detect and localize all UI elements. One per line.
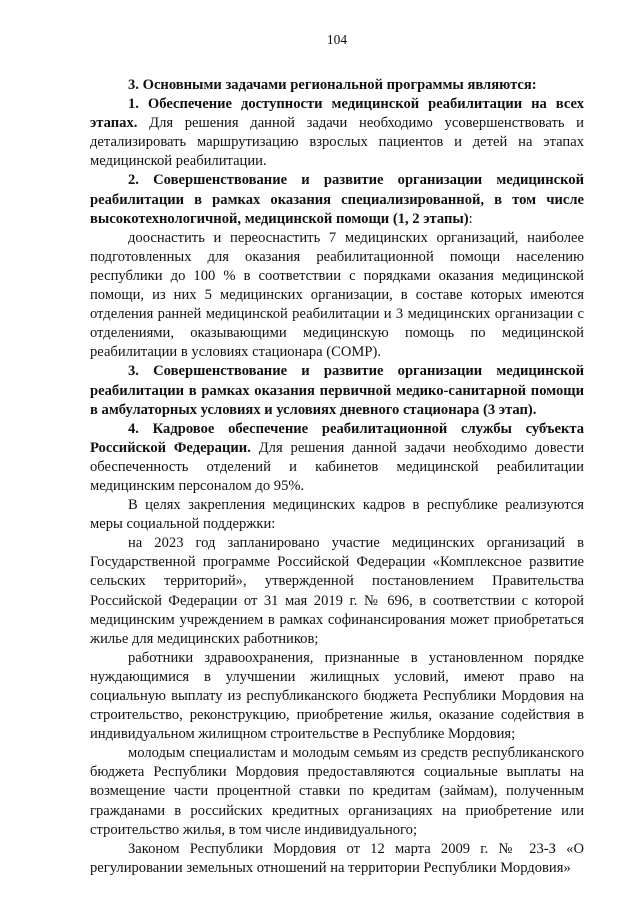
task-3-paragraph: 3. Совершенствование и развитие организации медицинской реабилитации в рамках оказания первичной медико-санитарной помощи в амбулаторных условиях и условиях дневного стационара (3 этап). (90, 363, 584, 418)
task-4-text: Для решения данной задачи необходимо довести обеспеченность отделений и кабинетов медицинской реабилитации медицинским персоналом до 95%. (90, 439, 585, 494)
tasks-heading: 3. Основными задачами региональной программы являются: (128, 77, 537, 93)
support-intro: В целях закрепления медицинских кадров в республике реализуются меры социальной поддержки: (90, 497, 584, 533)
document-body (90, 76, 584, 878)
support-item-3: молодым специалистам и молодым семьям из средств республиканского бюджета Республики Мордовия предоставляются социальные выплаты на возмещение части процентной ставки по кредитам (займам), полученным гражданами в российских кредитных организациях на приобретение или строительство жилья, в том числе индивидуального; (90, 745, 584, 838)
task-1-paragraph (90, 95, 584, 171)
task-2-detail: дооснастить и переоснастить 7 медицинских организаций, наиболее подготовленных для оказания реабилитационной помощи населению республики до 100 % в соответствии с порядками оказания медицинской помощи, из них 5 медицинских организации, в составе которых имеются отделения ранней медицинской реабилитации и 3 медицинских организации с отделениями, оказывающими медицинскую помощь по медицинской реабилитации в условиях стационара (СОМР). (90, 229, 584, 361)
support-item-2: работники здравоохранения, признанные в установленном порядке нуждающимися в улучшении жилищных условий, имеют право на социальную выплату из республиканского бюджета Республики Мордовия на строительство, реконструкцию, приобретение жилья, оказание содействия в индивидуальном жилищном строительстве в Республике Мордовия; (90, 649, 584, 743)
law-paragraph: Законом Республики Мордовия от 12 марта 2009 г. № 23-З «О регулировании земельных отношений на территории Республики Мордовия» (90, 840, 584, 876)
task-1-title: 1. Обеспечение доступности медицинской реабилитации на всех этапах. (90, 96, 584, 132)
task-1-text: Для решения данной задачи необходимо усовершенствовать и детализировать маршрутизацию взрослых пациентов и детей на этапах медицинской реабилитации. (90, 115, 584, 170)
task-2-title: 2. Совершенствование и развитие организации медицинской реабилитации в рамках оказания специализированной, в том числе высокотехнологичной, медицинской помощи (1, 2 этапы) (90, 172, 584, 227)
task-4-paragraph (90, 420, 584, 496)
page-number: 104 (326, 32, 348, 47)
task-2-paragraph (90, 171, 584, 228)
task-2-suffix: : (468, 210, 473, 227)
support-item-1: на 2023 год запланировано участие медицинских организаций в Государственной программе Российской Федерации «Комплексное развитие сельских территорий», утвержденной постановлением Правительства Российской Федерации от 31 мая 2019 г. № 696, в соответствии с которой медицинским учреждением в рамках софинансирования может приобретаться жилье для медицинских работников; (90, 535, 584, 647)
task-4-title: 4. Кадровое обеспечение реабилитационной службы субъекта Российской Федерации. (90, 420, 584, 456)
